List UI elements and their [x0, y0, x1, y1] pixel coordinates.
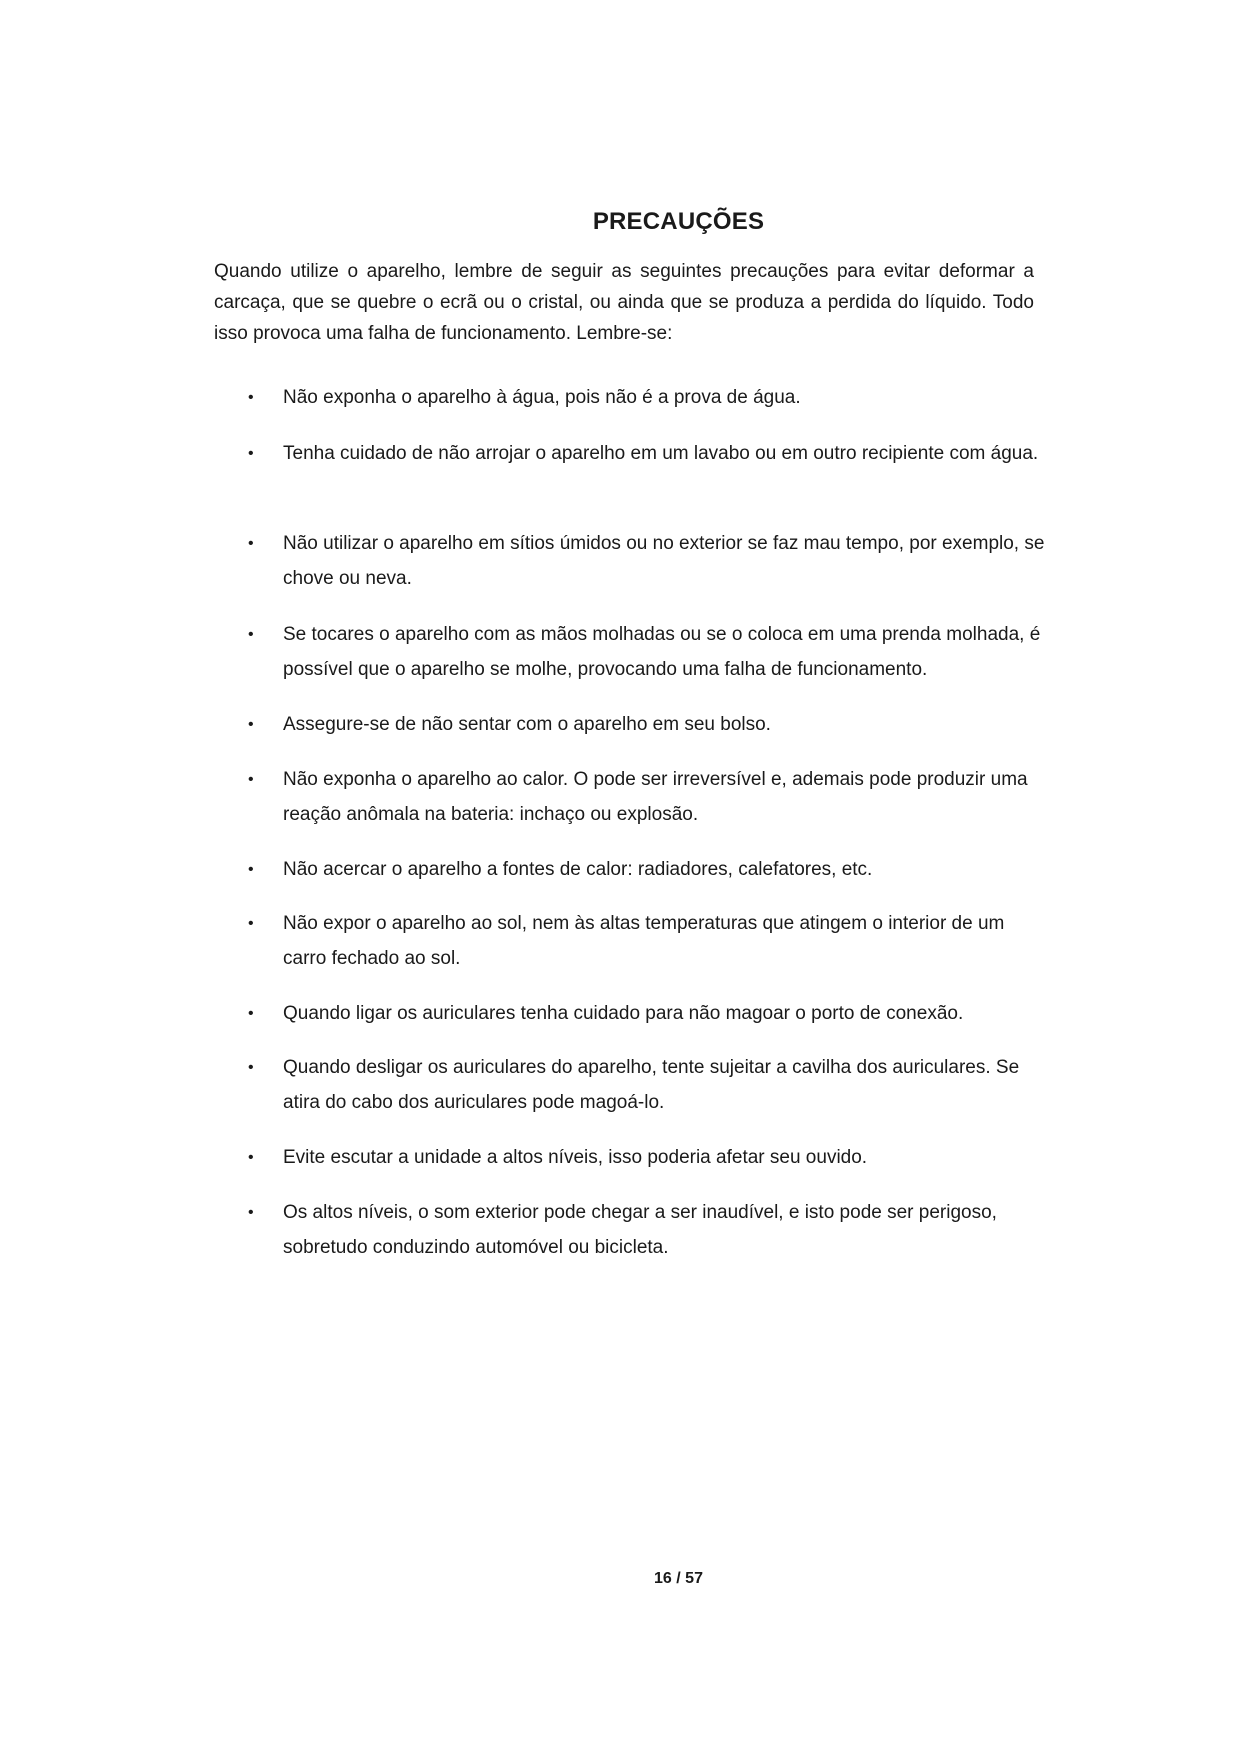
list-item	[248, 1050, 1048, 1120]
bullet-icon: •	[248, 915, 254, 932]
list-item-text: Evite escutar a unidade a altos níveis, isso poderia afetar seu ouvido.	[283, 1147, 868, 1168]
list-item	[248, 380, 1048, 415]
list-item	[248, 852, 1048, 887]
bullet-icon: •	[248, 626, 254, 643]
list-item	[248, 996, 1048, 1031]
list-item	[248, 617, 1048, 687]
list-item	[248, 526, 1048, 596]
list-item-text: Não exponha o aparelho à água, pois não é a prova de água.	[283, 387, 801, 408]
list-item-text: Não expor o aparelho ao sol, nem às altas temperaturas que atingem o interior de um carro fechado ao sol.	[283, 913, 1005, 969]
list-item-text: Quando desligar os auriculares do aparelho, tente sujeitar a cavilha dos auriculares. Se atira do cabo dos auriculares pode magoá-lo.	[283, 1057, 1020, 1113]
list-item-text: Quando ligar os auriculares tenha cuidado para não magoar o porto de conexão.	[283, 1003, 964, 1024]
bullet-icon: •	[248, 1204, 254, 1221]
bullet-icon: •	[248, 535, 254, 552]
list-item-text: Tenha cuidado de não arrojar o aparelho em um lavabo ou em outro recipiente com água.	[283, 443, 1039, 464]
bullet-icon: •	[248, 389, 254, 406]
bullet-icon: •	[248, 861, 254, 878]
list-item	[248, 707, 1048, 742]
intro-paragraph: Quando utilize o aparelho, lembre de seguir as seguintes precauções para evitar deformar a carcaça, que se quebre o ecrã ou o cristal, ou ainda que se produza a perdida do líquido. Todo isso provoca uma falha de funcionamento. Lembre-se:	[214, 261, 1034, 344]
list-item-text: Os altos níveis, o som exterior pode chegar a ser inaudível, e isto pode ser perigoso, sobretudo conduzindo automóvel ou bicicleta.	[283, 1202, 997, 1258]
list-item-text: Assegure-se de não sentar com o aparelho em seu bolso.	[283, 714, 771, 735]
list-item	[248, 1195, 1048, 1265]
list-item	[248, 436, 1048, 471]
page-number: 16 / 57	[654, 1570, 703, 1587]
list-item	[248, 762, 1048, 832]
bullet-icon: •	[248, 1005, 254, 1022]
list-item-text: Não exponha o aparelho ao calor. O pode ser irreversível e, ademais pode produzir uma reação anômala na bateria: inchaço ou explosão.	[283, 769, 1028, 825]
bullet-icon: •	[248, 1059, 254, 1076]
page-title: PRECAUÇÕES	[592, 208, 765, 235]
bullet-icon: •	[248, 771, 254, 788]
list-item	[248, 906, 1048, 976]
bullet-icon: •	[248, 1149, 254, 1166]
list-item	[248, 1140, 1048, 1175]
bullet-icon: •	[248, 445, 254, 462]
bullet-icon: •	[248, 716, 254, 733]
list-item-text: Não acercar o aparelho a fontes de calor: radiadores, calefatores, etc.	[283, 859, 873, 880]
list-item-text: Se tocares o aparelho com as mãos molhadas ou se o coloca em uma prenda molhada, é possível que o aparelho se molhe, provocando uma falha de funcionamento.	[283, 624, 1041, 680]
list-item-text: Não utilizar o aparelho em sítios úmidos ou no exterior se faz mau tempo, por exemplo, se chove ou neva.	[283, 533, 1045, 589]
